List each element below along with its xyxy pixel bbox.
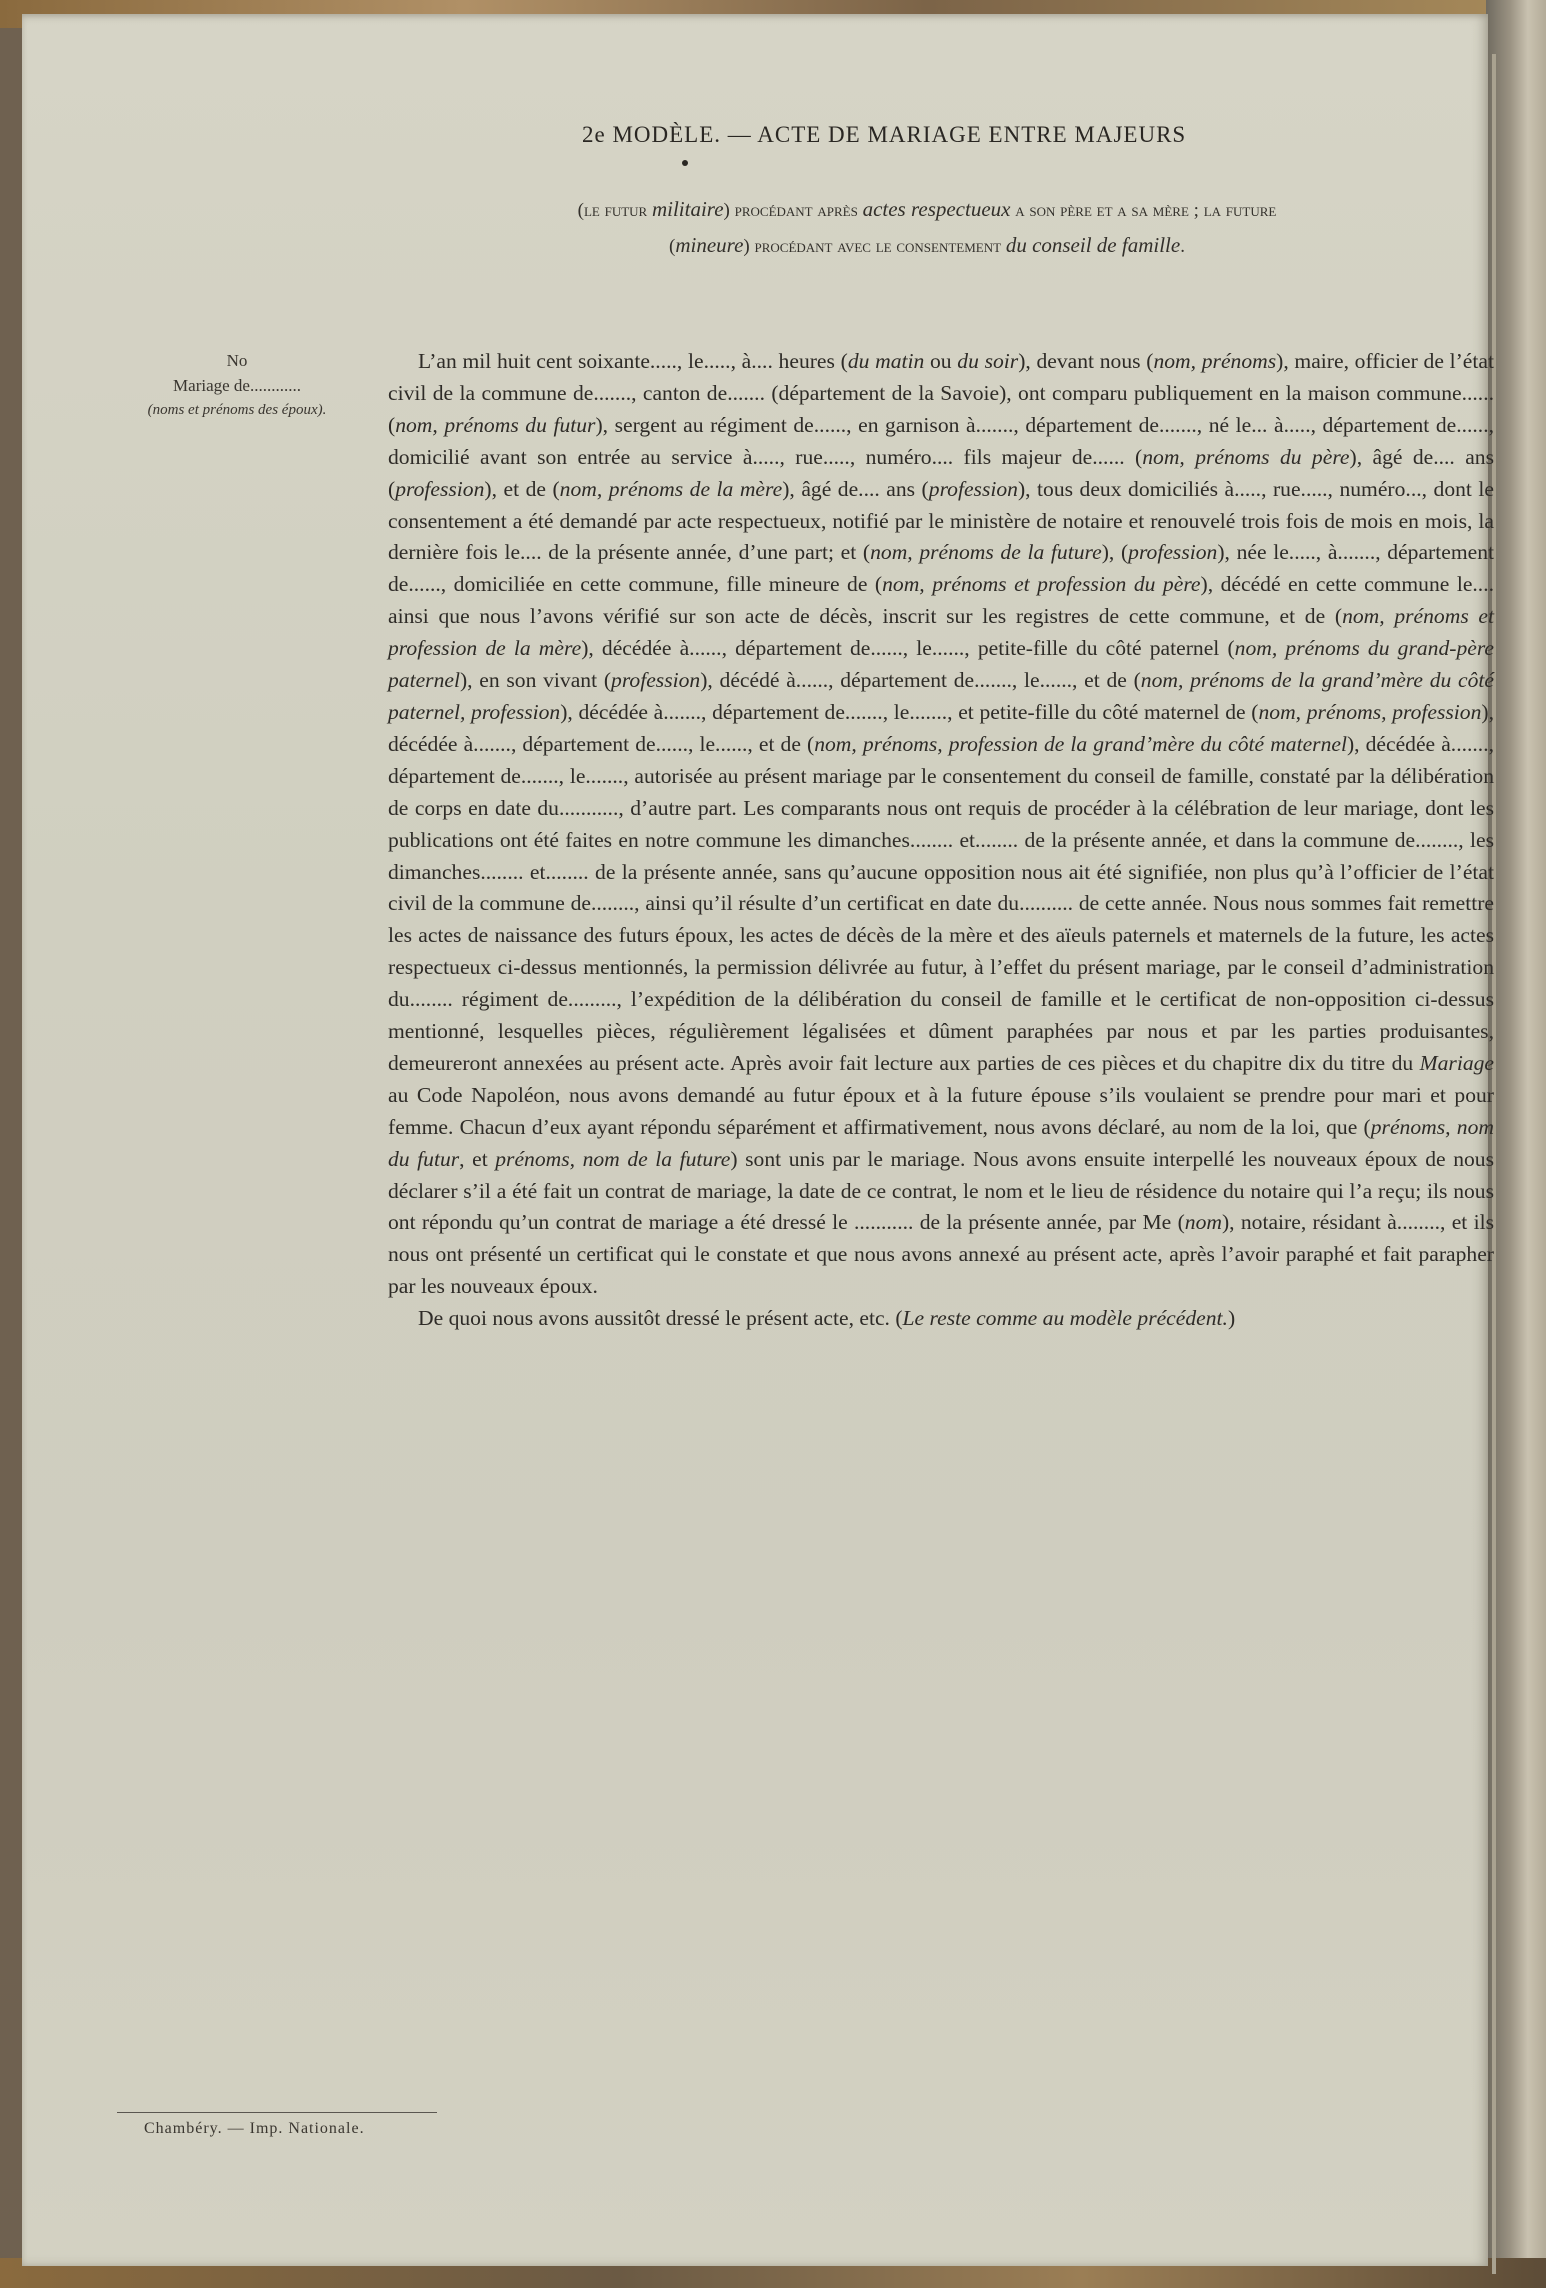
act-text-run: ), âgé de.... ans ( [782,476,929,501]
act-italic-placeholder: nom, prénoms du futur [395,412,596,437]
act-italic-placeholder: nom, prénoms [1153,349,1277,373]
subtitle-italic: mineure [675,233,744,257]
act-italic-placeholder: nom, prénoms, profession [1258,699,1482,724]
ink-dot [682,160,688,166]
act-text-run: ou [924,349,958,373]
act-italic-placeholder: nom [1184,1210,1222,1235]
subtitle-italic: du conseil de famille [1005,233,1181,257]
act-text-run: ), en son vivant ( [459,668,612,693]
act-italic-placeholder: nom, prénoms de la grand’mère du côté paternel, profession [388,668,1494,724]
act-text-run: ) sont unis par le mariage. Nous avons ensuite interpellé les nouveaux époux de nous déclarer s’il a été fait un contrat de mariage, la date de ce contrat, le nom et le lieu de résidence du notaire qui l’a reçu; ils nous ont répondu qu’un contrat de mariage a été dressé le ........... de la présente année, par Me ( [388,1146,1494,1235]
act-text-run: ), devant nous ( [1018,349,1154,373]
act-italic-placeholder: prénoms, nom du futur [388,1114,1494,1171]
act-body [388,346,1494,1335]
subtitle-italic: militaire [651,197,724,221]
act-text-run: au Code Napoléon, nous avons demandé au futur époux et à la future épouse s’ils voulaient se prendre pour mari et pour femme. Chacun d’eux ayant répondu séparément et affirmativement, nous avons déclaré, au nom de la loi, que ( [388,1082,1494,1139]
act-text-run: ), maire, officier de l’état civil de la commune de......., canton de....... (département de la Savoie), ont comparu publiquement en la maison commune...... ( [388,349,1494,437]
act-text-run: ), née le....., à......., département de......, domiciliée en cette commune, fille mineure de ( [388,540,1494,597]
document-subtitle: (le futur militaire) procédant après actes respectueux a son père et a sa mère ; la future (mineure) procédant avec le consentement du conseil de famille. [577,197,1277,257]
act-text-run: ), décédé en cette commune le.... ainsi que nous l’avons vérifié sur son acte de décès, inscrit sur les registres de cette commune, et de ( [388,572,1495,629]
act-text-run: ), décédée à......., département de......., le......., autorisée au présent mariage par le consentement du conseil de famille, constaté par la délibération de corps en date du..........., d’autre part. Les comparants nous ont requis de procéder à la célébration de leur mariage, dont les publications ont été faites en notre commune les dimanches........ et........ de la présente année, et dans la commune de........, les dimanches........ et........ de la présente année, sans qu’aucune opposition nous ait été signifiée, non plus qu’à l’officier de l’état civil de la commune de........, ainsi qu’il résulte d’un certificat en date du.......... de cette année. Nous nous sommes fait remettre les actes de naissance des futurs époux, les actes de décès de la mère et des aïeuls paternels et maternels de la future, les actes respectueux ci-dessus mentionnés, la permission délivrée au futur, à l’effet du présent mariage, par le conseil d’administration du........ régiment de........., l’expédition de la délibération du conseil de famille et le certificat de non-opposition ci-dessus mentionné, lesquelles pièces, régulièrement légalisées et dûment paraphées par nous et par les parties produisantes, demeureront annexées au présent acte. Après avoir fait lecture aux parties de ces pièces et du chapitre dix du titre du [388,731,1494,1075]
act-italic-placeholder: profession [928,476,1018,501]
act-text-run: ), décédée à......, département de......, le......, petite-fille du côté paternel ( [581,636,1235,661]
subtitle-part: (le futur [577,200,652,221]
act-italic-placeholder: nom, prénoms, profession de la grand’mère du côté maternel [814,731,1347,756]
document-title: 2e MODÈLE. — ACTE DE MARIAGE ENTRE MAJEURS [582,122,1187,147]
act-text-run: ), décédé à......, département de......., le......, et de ( [700,668,1141,693]
act-text-run: ), décédée à......., département de......., le......., et petite-fille du côté maternel de ( [560,699,1259,724]
act-italic-placeholder: nom, prénoms de la future [870,540,1102,565]
act-italic-placeholder: profession [395,476,485,501]
subtitle-part: . [1180,236,1185,257]
act-paragraph-closing [388,1303,1494,1335]
subtitle-part: a son père et a sa mère ; la future [1010,200,1277,221]
act-italic-placeholder: prénoms, nom de la future [495,1146,731,1171]
act-text-run: ), âgé de.... ans ( [388,444,1494,501]
subtitle-part: ) procédant avec le consentement [743,236,1006,257]
margin-mariage: Mariage de............ [173,376,301,395]
act-italic-placeholder: nom, prénoms et profession de la mère [388,604,1494,661]
act-italic-placeholder: Le reste comme au modèle précédent. [902,1306,1228,1331]
margin-annotation [92,348,382,423]
act-text-run: L’an mil huit cent soixante....., le....., à.... heures ( [418,349,848,373]
act-text-run: ), sergent au régiment de......, en garnison à......., département de......., né le... à....., département de......, domicilié avant son entrée au service à....., rue....., numéro.... fils majeur de...... ( [388,412,1494,469]
margin-number: No [226,351,248,370]
act-italic-placeholder: profession [611,668,701,693]
act-text-run: ), décédée à......., département de......, le......, et de ( [388,699,1494,756]
act-text-run: ), tous deux domiciliés à....., rue....., numéro..., dont le consentement a été demandé par acte respectueux, notifié par le ministère de notaire et renouvelé trois fois de mois en mois, la dernière fois le.... de la présente année, d’une part; et ( [388,476,1494,565]
subtitle-italic: actes respectueux [862,197,1011,221]
act-italic-placeholder: du matin [847,349,925,373]
act-text-run: ), ( [1101,540,1129,565]
act-text-run: ) [1227,1306,1236,1331]
act-text-run: , et [459,1146,496,1171]
document-page [22,14,1495,2266]
act-text-run: ), notaire, résidant à........, et ils nous ont présenté un certificat qui le constate et que nous avons annexé au présent acte, après l’avoir paraphé et fait parapher par les nouveaux époux. [388,1210,1494,1299]
margin-noms: (noms et prénoms des époux). [147,402,327,418]
act-italic-placeholder: profession [1128,540,1218,565]
act-text-run: ), et de ( [484,476,560,501]
act-italic-placeholder: Mariage [1419,1050,1494,1075]
act-italic-placeholder: du soir [957,349,1019,373]
act-italic-placeholder: nom, prénoms du grand-père paternel [388,636,1495,693]
act-italic-placeholder: nom, prénoms et profession du père [882,572,1201,597]
subtitle-part: ) procédant après [723,200,863,221]
act-italic-placeholder: nom, prénoms de la mère [559,476,783,501]
act-text-run: De quoi nous avons aussitôt dressé le présent acte, etc. ( [418,1306,903,1331]
printer-imprint: Chambéry. — Imp. Nationale. [144,2120,365,2137]
act-italic-placeholder: nom, prénoms du père [1142,444,1350,469]
act-paragraph-main [388,346,1494,1303]
footer-rule [117,2112,437,2113]
